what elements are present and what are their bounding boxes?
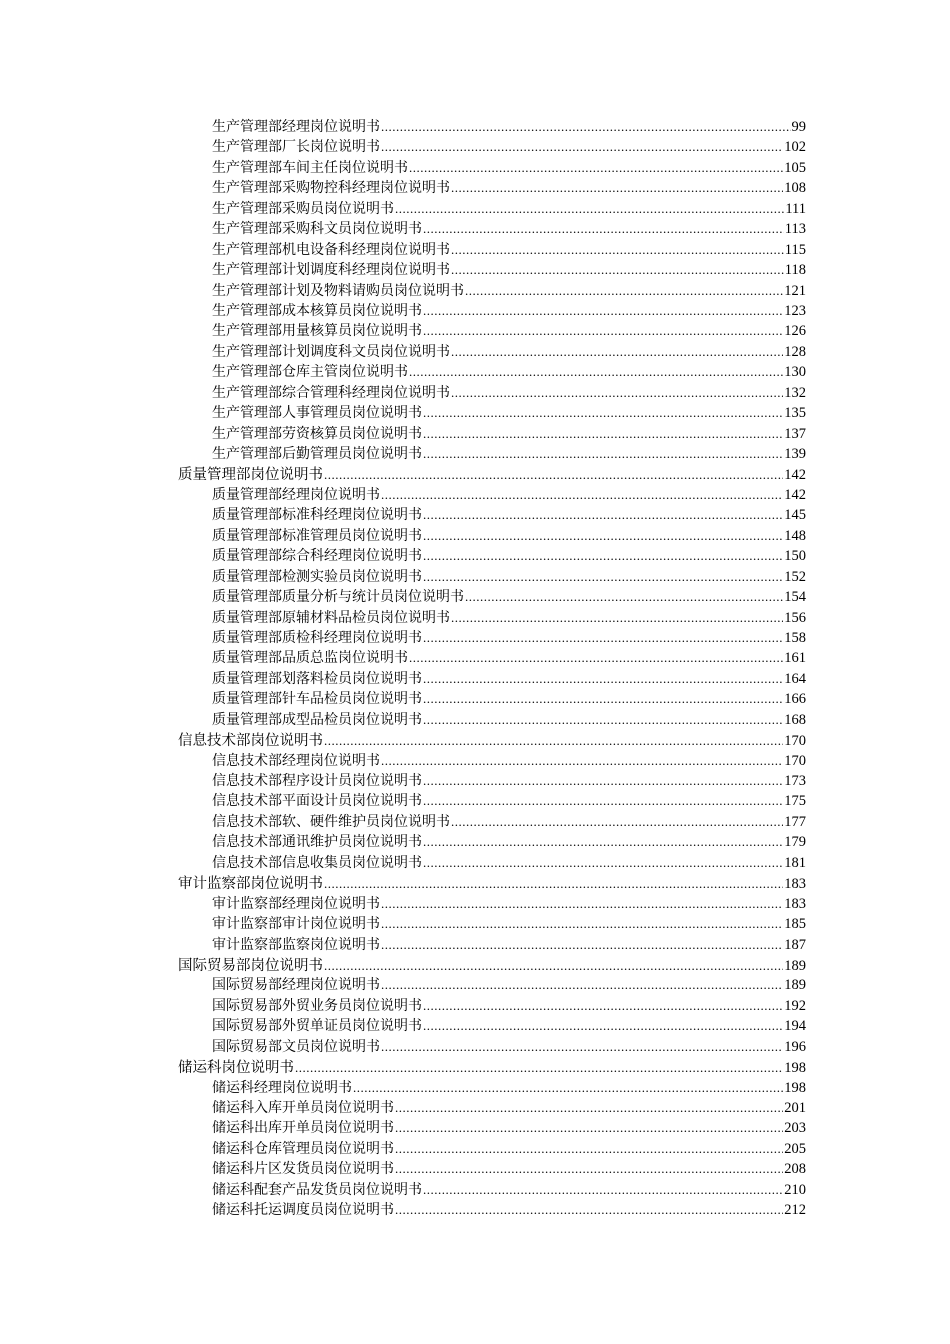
toc-page-number: 118 [784, 262, 806, 279]
toc-entry-title: 信息技术部岗位说明书 [178, 733, 323, 750]
toc-entry[interactable] [178, 1036, 806, 1056]
toc-entry-title: 国际贸易部文员岗位说明书 [212, 1038, 380, 1055]
toc-entry[interactable] [178, 1015, 806, 1035]
toc-page-number: 105 [784, 159, 806, 176]
toc-entry[interactable] [178, 770, 806, 790]
toc-entry-title: 生产管理部经理岗位说明书 [212, 119, 380, 135]
toc-entry[interactable] [178, 1158, 806, 1178]
toc-entry-title: 质量管理部针车品检员岗位说明书 [212, 691, 422, 708]
toc-entry-title: 审计监察部经理岗位说明书 [212, 895, 380, 912]
dot-leader [409, 650, 783, 666]
dot-leader [295, 1060, 783, 1076]
toc-page-number: 189 [784, 957, 806, 974]
toc-entry-title: 审计监察部监察岗位说明书 [212, 936, 380, 953]
toc-page-number: 170 [784, 752, 806, 769]
toc-entry[interactable] [178, 1199, 806, 1219]
toc-entry-title: 质量管理部质检科经理岗位说明书 [212, 629, 422, 646]
toc-entry-title: 生产管理部计划调度科文员岗位说明书 [212, 343, 450, 360]
toc-page-number: 179 [784, 834, 806, 851]
toc-entry[interactable] [178, 831, 806, 851]
dot-leader [451, 385, 783, 401]
toc-entry[interactable] [178, 934, 806, 954]
toc-entry-title: 储运科入库开单员岗位说明书 [212, 1100, 394, 1116]
toc-page-number: 198 [784, 1060, 806, 1077]
toc-entry[interactable] [178, 647, 806, 667]
dot-leader [324, 876, 783, 892]
toc-section-entry[interactable] [178, 463, 806, 483]
toc-entry-title: 储运科托运调度员岗位说明书 [212, 1202, 394, 1219]
toc-entry[interactable] [178, 1138, 806, 1158]
toc-page-number: 142 [784, 486, 806, 503]
toc-entry[interactable] [178, 1117, 806, 1137]
dot-leader [423, 426, 783, 442]
dot-leader [381, 139, 783, 155]
toc-page-number: 185 [784, 916, 806, 933]
dot-leader [423, 671, 783, 687]
toc-entry[interactable] [178, 627, 806, 647]
toc-entry[interactable] [178, 402, 806, 422]
dot-leader [381, 977, 783, 993]
dot-leader [423, 548, 783, 564]
toc-entry-title: 国际贸易部外贸业务员岗位说明书 [212, 997, 422, 1014]
toc-entry[interactable] [178, 177, 806, 197]
toc-entry[interactable] [178, 750, 806, 770]
toc-page-number: 168 [784, 711, 806, 728]
toc-page-number: 137 [784, 425, 806, 442]
toc-entry-title: 质量管理部质量分析与统计员岗位说明书 [212, 589, 464, 606]
toc-page-number: 130 [784, 364, 806, 381]
dot-leader [395, 1161, 783, 1177]
toc-entry-title: 生产管理部采购物控科经理岗位说明书 [212, 180, 450, 197]
toc-page-number: 102 [784, 139, 806, 156]
toc-page-number: 123 [784, 302, 806, 319]
toc-page-number: 111 [785, 200, 806, 217]
toc-entry[interactable] [178, 1097, 806, 1117]
toc-entry-title: 质量管理部综合科经理岗位说明书 [212, 548, 422, 565]
dot-leader [423, 303, 783, 319]
dot-leader [423, 1018, 783, 1034]
dot-leader [324, 958, 783, 974]
toc-entry-title: 质量管理部经理岗位说明书 [212, 486, 380, 503]
toc-entry-title: 生产管理部用量核算员岗位说明书 [212, 323, 422, 340]
toc-page-number: 99 [791, 119, 806, 135]
toc-entry[interactable] [178, 893, 806, 913]
toc-entry-title: 信息技术部程序设计员岗位说明书 [212, 773, 422, 789]
toc-page-number: 132 [784, 384, 806, 401]
dot-leader [423, 507, 783, 523]
dot-leader [423, 323, 783, 339]
toc-entry-title: 质量管理部划落料检员岗位说明书 [212, 670, 422, 687]
toc-entry-title: 储运科岗位说明书 [178, 1060, 294, 1077]
dot-leader [381, 753, 783, 769]
toc-entry[interactable] [178, 116, 806, 136]
toc-entry-title: 生产管理部采购科文员岗位说明书 [212, 221, 422, 238]
dot-leader [465, 589, 783, 605]
toc-entry-title: 信息技术部信息收集员岗位说明书 [212, 854, 422, 871]
toc-entry[interactable] [178, 218, 806, 238]
dot-leader [381, 937, 783, 953]
toc-page-number: 148 [784, 527, 806, 544]
toc-page-number: 108 [784, 180, 806, 197]
toc-page-number: 187 [784, 936, 806, 953]
dot-leader [423, 998, 783, 1014]
toc-entry-title: 储运科配套产品发货员岗位说明书 [212, 1181, 422, 1198]
dot-leader [451, 242, 784, 258]
toc-page-number: 183 [784, 895, 806, 912]
toc-entry[interactable] [178, 1179, 806, 1199]
toc-entry-title: 生产管理部劳资核算员岗位说明书 [212, 425, 422, 442]
toc-page-number: 113 [784, 221, 806, 238]
toc-page-number: 145 [784, 507, 806, 524]
toc-entry-title: 生产管理部综合管理科经理岗位说明书 [212, 384, 450, 401]
toc-page-number: 115 [784, 241, 806, 258]
dot-leader [381, 916, 783, 932]
dot-leader [423, 528, 783, 544]
toc-section-entry[interactable] [178, 1056, 806, 1076]
toc-entry-title: 国际贸易部岗位说明书 [178, 957, 323, 974]
toc-entry-title: 审计监察部岗位说明书 [178, 876, 323, 893]
toc-entry-title: 国际贸易部经理岗位说明书 [212, 977, 380, 994]
toc-entry-title: 信息技术部通讯维护员岗位说明书 [212, 834, 422, 851]
toc-page-number: 183 [784, 876, 806, 893]
dot-leader [423, 712, 783, 728]
dot-leader [423, 1182, 783, 1198]
dot-leader [451, 180, 783, 196]
dot-leader [423, 405, 783, 421]
toc-entry[interactable] [178, 852, 806, 872]
toc-entry-title: 储运科出库开单员岗位说明书 [212, 1120, 394, 1137]
toc-entry-title: 生产管理部车间主任岗位说明书 [212, 159, 408, 176]
toc-entry-title: 信息技术部平面设计员岗位说明书 [212, 793, 422, 810]
toc-page-number: 121 [784, 282, 806, 299]
toc-page-number: 194 [784, 1018, 806, 1035]
toc-entry-title: 质量管理部标准科经理岗位说明书 [212, 507, 422, 524]
toc-page-number: 161 [784, 650, 806, 667]
toc-entry[interactable] [178, 525, 806, 545]
toc-entry-title: 储运科经理岗位说明书 [212, 1079, 352, 1096]
toc-entry-title: 质量管理部原辅材料品检员岗位说明书 [212, 609, 450, 626]
toc-page-number: 154 [784, 589, 806, 606]
toc-page-number: 198 [784, 1079, 806, 1096]
toc-page-number: 181 [784, 854, 806, 871]
dot-leader [423, 793, 783, 809]
toc-entry-title: 质量管理部品质总监岗位说明书 [212, 650, 408, 667]
toc-entry[interactable] [178, 913, 806, 933]
dot-leader [395, 1120, 783, 1136]
dot-leader [465, 283, 783, 299]
toc-entry[interactable] [178, 586, 806, 606]
toc-entry-title: 生产管理部计划调度科经理岗位说明书 [212, 262, 450, 279]
toc-page-number: 212 [784, 1202, 806, 1219]
dot-leader [381, 1039, 783, 1055]
dot-leader [423, 446, 783, 462]
toc-section-entry[interactable] [178, 872, 806, 892]
toc-entry[interactable] [178, 545, 806, 565]
toc-entry[interactable] [178, 198, 806, 218]
toc-entry-title: 信息技术部经理岗位说明书 [212, 752, 380, 769]
dot-leader [353, 1080, 783, 1096]
toc-page-number: 203 [784, 1120, 806, 1137]
toc-entry-title: 信息技术部软、硬件维护员岗位说明书 [212, 813, 450, 830]
table-of-contents [178, 116, 806, 1220]
toc-entry[interactable] [178, 239, 806, 259]
toc-entry[interactable] [178, 566, 806, 586]
toc-page-number: 189 [784, 977, 806, 994]
toc-entry-title: 生产管理部机电设备科经理岗位说明书 [212, 241, 450, 258]
toc-page-number: 196 [784, 1038, 806, 1055]
dot-leader [423, 855, 783, 871]
toc-page-number: 177 [784, 813, 806, 830]
toc-entry-title: 储运科片区发货员岗位说明书 [212, 1161, 394, 1178]
toc-page-number: 166 [784, 691, 806, 708]
dot-leader [395, 1100, 783, 1116]
toc-page-number: 156 [784, 609, 806, 626]
toc-entry[interactable] [178, 995, 806, 1015]
toc-entry-title: 质量管理部成型品检员岗位说明书 [212, 711, 422, 728]
toc-page-number: 192 [784, 997, 806, 1014]
toc-entry[interactable] [178, 484, 806, 504]
dot-leader [423, 691, 783, 707]
toc-page-number: 128 [784, 343, 806, 360]
toc-entry[interactable] [178, 320, 806, 340]
dot-leader [423, 773, 783, 789]
dot-leader [423, 221, 784, 237]
toc-entry-title: 国际贸易部外贸单证员岗位说明书 [212, 1018, 422, 1035]
dot-leader [395, 1141, 783, 1157]
toc-page-number: 158 [784, 629, 806, 646]
toc-entry-title: 审计监察部审计岗位说明书 [212, 916, 380, 933]
toc-page-number: 139 [784, 446, 806, 462]
toc-entry[interactable] [178, 341, 806, 361]
dot-leader [381, 487, 783, 503]
toc-entry-title: 质量管理部标准管理员岗位说明书 [212, 527, 422, 544]
toc-page-number: 208 [784, 1161, 806, 1178]
toc-entry[interactable] [178, 280, 806, 300]
toc-page-number: 150 [784, 548, 806, 565]
toc-page-number: 170 [784, 733, 806, 750]
toc-page-number: 173 [784, 773, 806, 789]
toc-entry-title: 生产管理部采购员岗位说明书 [212, 200, 394, 217]
toc-entry[interactable] [178, 423, 806, 443]
toc-entry[interactable] [178, 361, 806, 381]
toc-page-number: 210 [784, 1181, 806, 1198]
toc-entry[interactable] [178, 1077, 806, 1097]
toc-page-number: 152 [784, 568, 806, 585]
toc-section-entry[interactable] [178, 954, 806, 974]
toc-entry-title: 生产管理部仓库主管岗位说明书 [212, 364, 408, 381]
toc-entry-title: 生产管理部成本核算员岗位说明书 [212, 302, 422, 319]
toc-entry-title: 生产管理部后勤管理员岗位说明书 [212, 446, 422, 462]
toc-entry[interactable] [178, 974, 806, 994]
toc-page-number: 205 [784, 1140, 806, 1157]
dot-leader [451, 344, 783, 360]
dot-leader [409, 364, 783, 380]
toc-entry[interactable] [178, 136, 806, 156]
dot-leader [324, 733, 783, 749]
toc-entry-title: 生产管理部厂长岗位说明书 [212, 139, 380, 156]
dot-leader [409, 160, 783, 176]
toc-entry[interactable] [178, 811, 806, 831]
toc-entry-title: 质量管理部检测实验员岗位说明书 [212, 568, 422, 585]
toc-entry[interactable] [178, 790, 806, 810]
toc-entry-title: 质量管理部岗位说明书 [178, 467, 323, 484]
dot-leader [451, 814, 783, 830]
toc-section-entry[interactable] [178, 729, 806, 749]
dot-leader [324, 467, 783, 483]
toc-entry-title: 生产管理部计划及物料请购员岗位说明书 [212, 282, 464, 299]
toc-entry-title: 储运科仓库管理员岗位说明书 [212, 1140, 394, 1157]
dot-leader [423, 630, 783, 646]
toc-entry[interactable] [178, 607, 806, 627]
toc-entry[interactable] [178, 443, 806, 463]
toc-entry[interactable] [178, 709, 806, 729]
toc-page-number: 126 [784, 323, 806, 340]
toc-entry[interactable] [178, 259, 806, 279]
dot-leader [381, 119, 791, 135]
toc-page-number: 175 [784, 793, 806, 810]
toc-entry[interactable] [178, 504, 806, 524]
dot-leader [423, 834, 783, 850]
dot-leader [395, 1202, 783, 1218]
dot-leader [423, 569, 783, 585]
dot-leader [395, 201, 784, 217]
dot-leader [451, 262, 784, 278]
toc-entry[interactable] [178, 688, 806, 708]
toc-page-number: 142 [784, 467, 806, 484]
toc-page-number: 135 [784, 405, 806, 422]
toc-entry[interactable] [178, 300, 806, 320]
dot-leader [381, 896, 783, 912]
toc-entry-title: 生产管理部人事管理员岗位说明书 [212, 405, 422, 422]
toc-page-number: 164 [784, 670, 806, 687]
dot-leader [451, 610, 783, 626]
toc-entry[interactable] [178, 382, 806, 402]
toc-page-number: 201 [784, 1100, 806, 1116]
toc-entry[interactable] [178, 668, 806, 688]
toc-entry[interactable] [178, 157, 806, 177]
